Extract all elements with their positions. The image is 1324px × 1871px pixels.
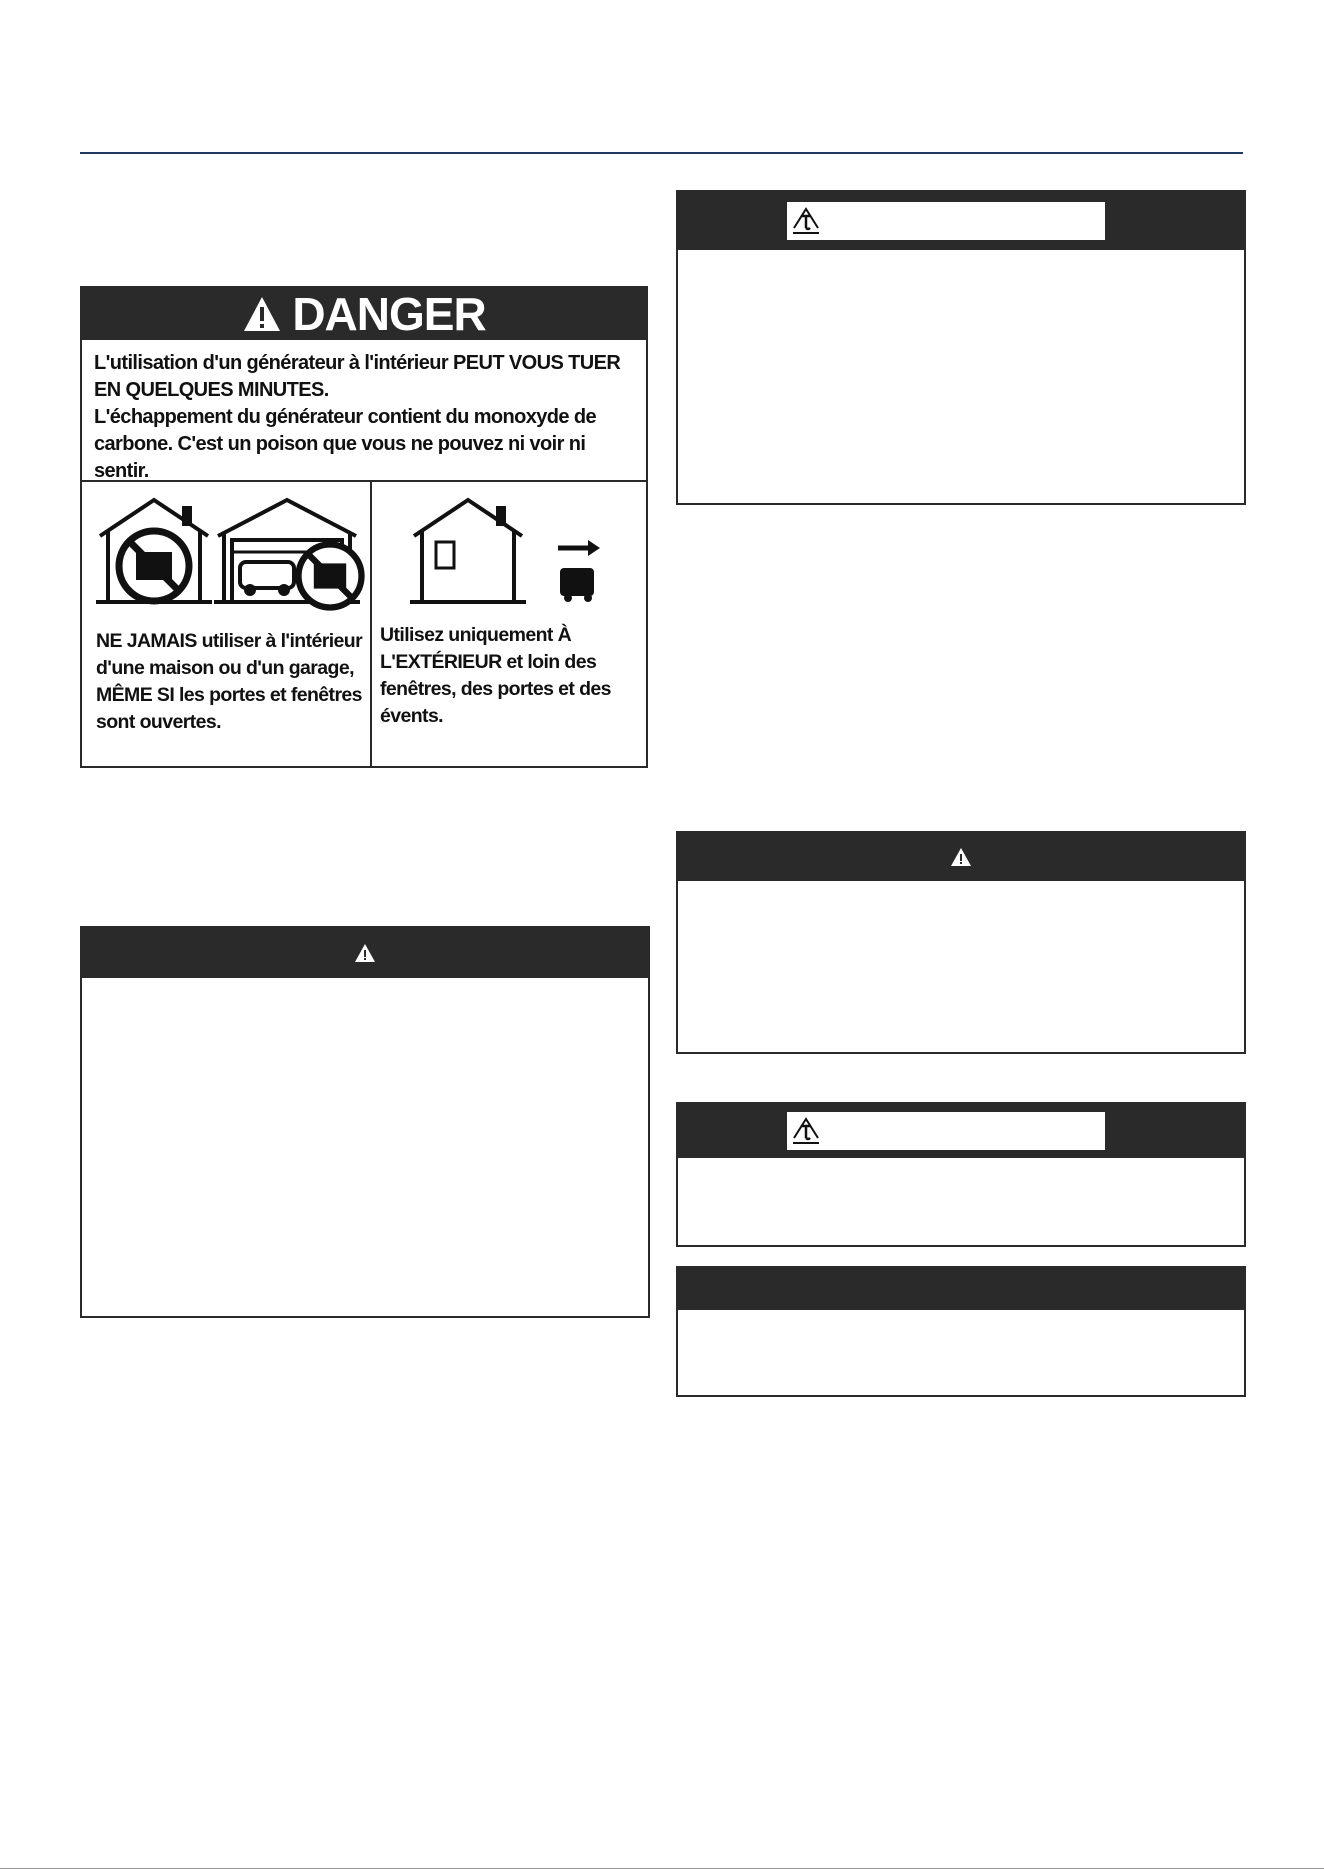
danger-header [82, 288, 646, 340]
danger-title: DANGER [292, 288, 486, 340]
hot-surface-box-1-header [678, 192, 1244, 250]
danger-panel-outdoor-text: Utilisez uniquement À L'EXTÉRIEUR et loin des fenêtres, des portes et des évents. [380, 624, 611, 727]
hot-surface-box-2-header [678, 1104, 1244, 1158]
danger-panels [82, 482, 646, 766]
warning-triangle-icon [354, 943, 376, 963]
danger-line-1: L'utilisation d'un générateur à l'intérieur PEUT VOUS TUER EN QUELQUES MINUTES. [94, 352, 621, 401]
hot-surface-icon [791, 206, 821, 236]
prohibition-icon [294, 540, 366, 612]
prohibition-icon [114, 526, 194, 606]
warning-triangle-icon [950, 847, 972, 867]
danger-text [82, 340, 646, 480]
hot-surface-box-2 [676, 1102, 1246, 1247]
footer-rule [0, 1868, 1324, 1869]
arrow-right-icon [556, 538, 602, 558]
warning-box-right-header [678, 833, 1244, 881]
notice-box [676, 1266, 1246, 1397]
warning-box-right [676, 831, 1246, 1054]
danger-panel-outdoor [372, 482, 646, 766]
hot-surface-icon [791, 1116, 821, 1146]
house-icon [410, 496, 526, 606]
header-rule [80, 152, 1243, 154]
warning-box-left [80, 926, 650, 1318]
hot-surface-label-plate [787, 202, 1105, 240]
notice-box-header [678, 1268, 1244, 1310]
danger-label [80, 286, 648, 768]
generator-icon [556, 562, 600, 602]
hot-surface-label-plate [787, 1112, 1105, 1150]
hot-surface-box-1 [676, 190, 1246, 505]
warning-box-left-header [82, 928, 648, 978]
danger-panel-indoor-text: NE JAMAIS utiliser à l'intérieur d'une maison ou d'un garage, MÊME SI les portes et fenêtres sont ouvertes. [96, 630, 363, 733]
warning-triangle-icon [242, 295, 282, 333]
danger-panel-indoor [82, 482, 372, 766]
danger-line-2: L'échappement du générateur contient du monoxyde de carbone. C'est un poison que vous ne pouvez ni voir ni sentir. [94, 406, 597, 482]
